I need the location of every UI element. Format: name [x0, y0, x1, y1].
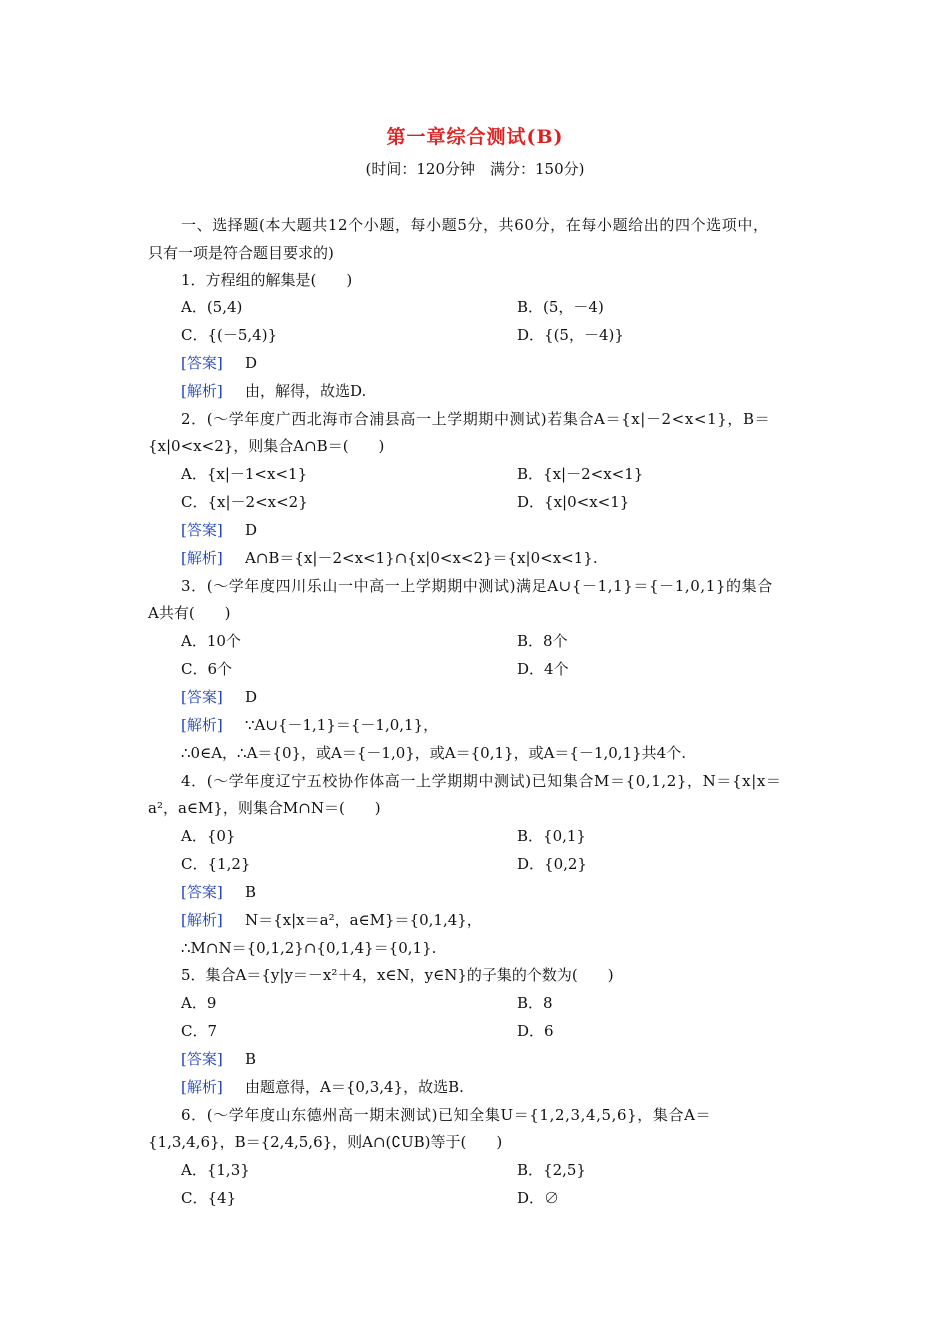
q3-analysis	[181, 714, 438, 736]
q2-option-c: C．{x|－2<x<2}	[181, 493, 308, 511]
q5-analysis-text: 由题意得，A＝{0,3,4}，故选B.	[245, 1078, 464, 1096]
analysis-tag: [解析]	[181, 549, 223, 567]
q4-stem-line1: 4．(～学年度辽宁五校协作体高一上学期期中测试)已知集合M＝{0,1,2}，N＝{x|x＝	[181, 772, 782, 790]
q3-option-d: D．4个	[517, 660, 569, 678]
q6-option-a: A．{1,3}	[181, 1161, 250, 1179]
section-heading-line1: 一、选择题(本大题共12个小题，每小题5分，共60分，在每小题给出的四个选项中，	[181, 216, 769, 234]
q5-analysis	[181, 1076, 464, 1098]
q3-answer-value: D	[245, 688, 258, 706]
q3-option-b: B．8个	[517, 632, 568, 650]
q3-option-a: A．10个	[181, 632, 241, 650]
q1-option-c: C．{(－5,4)}	[181, 326, 278, 344]
q3-stem-line2: A共有( )	[148, 604, 231, 622]
q4-option-a: A．{0}	[181, 827, 236, 845]
q5-stem: 5．集合A＝{y|y＝－x²＋4，x∈N，y∈N}的子集的个数为( )	[181, 966, 614, 984]
q2-answer-value: D	[245, 521, 258, 539]
q6-stem-line2: {1,3,4,6}，B＝{2,4,5,6}，则A∩(∁UB)等于( )	[148, 1133, 503, 1151]
q1-answer	[181, 352, 257, 374]
q2-option-d: D．{x|0<x<1}	[517, 493, 630, 511]
q4-analysis-line2: ∴M∩N＝{0,1,2}∩{0,1,4}＝{0,1}.	[181, 939, 437, 957]
q2-answer	[181, 519, 257, 541]
page-subtitle: (时间：120分钟 满分：150分)	[365, 160, 585, 178]
q5-option-d: D．6	[517, 1022, 554, 1040]
q5-option-c: C．7	[181, 1022, 218, 1040]
q2-option-a: A．{x|－1<x<1}	[181, 465, 308, 483]
q3-option-c: C．6个	[181, 660, 233, 678]
answer-tag: [答案]	[181, 1050, 223, 1068]
analysis-tag: [解析]	[181, 382, 223, 400]
q3-analysis-line2: ∴0∈A，∴A＝{0}，或A＝{－1,0}，或A＝{0,1}，或A＝{－1,0,1}共4个.	[181, 744, 686, 762]
q5-answer-value: B	[245, 1050, 257, 1068]
q1-option-a: A．(5,4)	[181, 298, 243, 316]
q2-option-b: B．{x|－2<x<1}	[517, 465, 644, 483]
q6-stem-line1: 6．(～学年度山东德州高一期末测试)已知全集U＝{1,2,3,4,5,6}，集合A＝	[181, 1106, 712, 1124]
q6-option-c: C．{4}	[181, 1189, 237, 1207]
q1-option-d: D．{(5，－4)}	[517, 326, 624, 344]
q4-option-b: B．{0,1}	[517, 827, 586, 845]
answer-tag: [答案]	[181, 883, 223, 901]
q1-analysis-text: 由，解得，故选D.	[245, 382, 367, 400]
q6-option-b: B．{2,5}	[517, 1161, 586, 1179]
q6-option-d: D．∅	[517, 1189, 560, 1207]
q1-analysis	[181, 380, 366, 402]
q3-analysis-text: ∵A∪{－1,1}＝{－1,0,1}，	[245, 716, 439, 734]
page-title: 第一章综合测试(B)	[386, 126, 564, 148]
q4-answer	[181, 881, 256, 903]
q5-option-a: A．9	[181, 994, 217, 1012]
q4-analysis-text: N＝{x|x＝a²，a∈M}＝{0,1,4}，	[245, 911, 482, 929]
q5-option-b: B．8	[517, 994, 553, 1012]
q1-answer-value: D	[245, 354, 258, 372]
answer-tag: [答案]	[181, 354, 223, 372]
q4-option-d: D．{0,2}	[517, 855, 587, 873]
q3-stem-line1: 3．(～学年度四川乐山一中高一上学期期中测试)满足A∪{－1,1}＝{－1,0,1}的集合	[181, 577, 773, 595]
q1-stem: 1．方程组的解集是( )	[181, 271, 353, 289]
q2-stem-line1: 2．(～学年度广西北海市合浦县高一上学期期中测试)若集合A＝{x|－2<x<1}，B＝	[181, 410, 771, 428]
analysis-tag: [解析]	[181, 1078, 223, 1096]
q4-analysis	[181, 909, 482, 931]
analysis-tag: [解析]	[181, 911, 223, 929]
q4-option-c: C．{1,2}	[181, 855, 251, 873]
analysis-tag: [解析]	[181, 716, 223, 734]
q4-stem-line2: a²，a∈M}，则集合M∩N＝( )	[148, 799, 381, 817]
q1-option-b: B．(5，－4)	[517, 298, 604, 316]
answer-tag: [答案]	[181, 521, 223, 539]
q2-stem-line2: {x|0<x<2}，则集合A∩B＝( )	[148, 437, 385, 455]
q2-analysis	[181, 547, 598, 569]
section-heading-line2: 只有一项是符合题目要求的)	[148, 244, 334, 262]
q3-answer	[181, 686, 257, 708]
q5-answer	[181, 1048, 256, 1070]
answer-tag: [答案]	[181, 688, 223, 706]
q2-analysis-text: A∩B＝{x|－2<x<1}∩{x|0<x<2}＝{x|0<x<1}.	[245, 549, 598, 567]
q4-answer-value: B	[245, 883, 257, 901]
